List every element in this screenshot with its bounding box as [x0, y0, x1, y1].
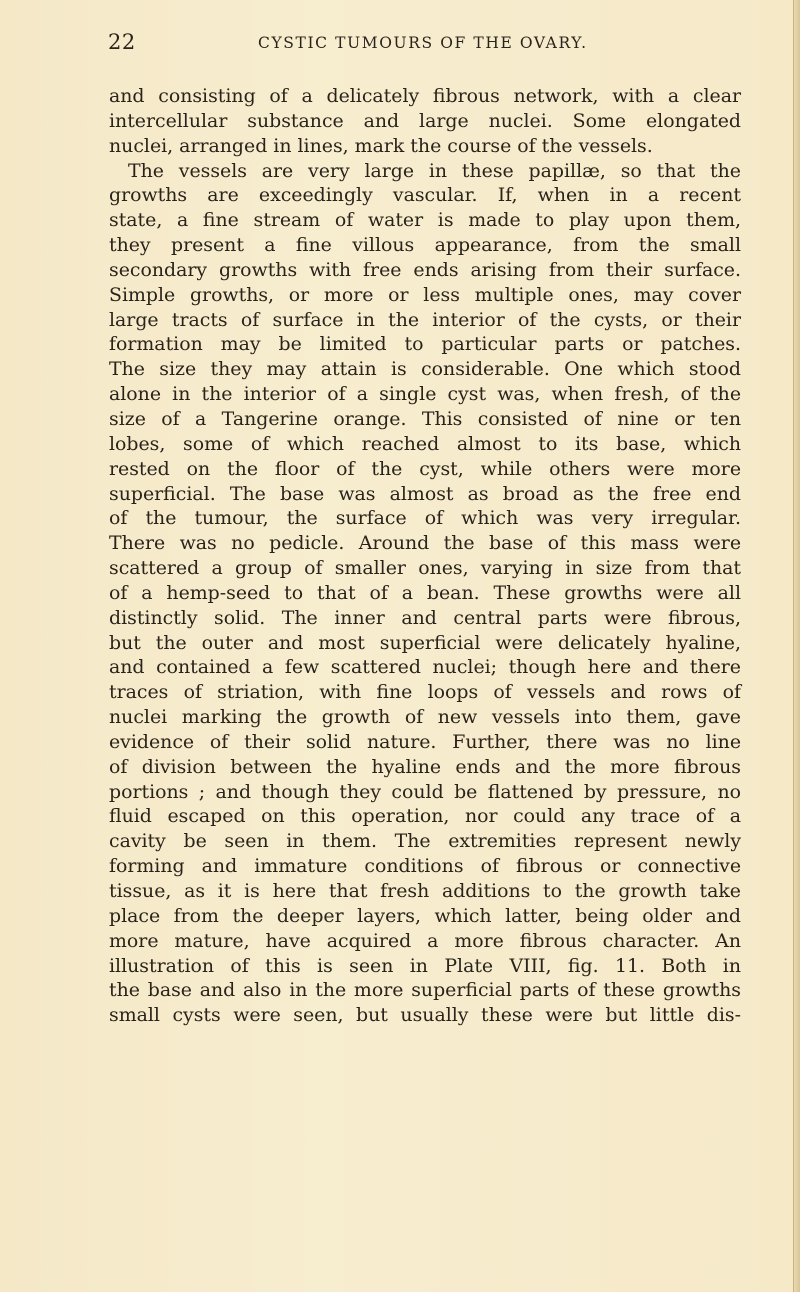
text-line: of the tumour, the surface of which was very irregular. [109, 507, 741, 530]
text-line: nuclei marking the growth of new vessels into them, gave [109, 706, 741, 729]
text-line: There was no pedicle. Around the base of this mass were [109, 532, 741, 555]
text-line: and contained a few scattered nuclei; though here and there [109, 656, 741, 679]
text-line: rested on the floor of the cyst, while others were more [109, 457, 741, 480]
text-line: cavity be seen in them. The extremities represent newly [109, 830, 741, 853]
text-line: forming and immature conditions of fibrous or connective [109, 855, 741, 878]
text-line: alone in the interior of a single cyst was, when fresh, of the [109, 383, 741, 406]
text-line: they present a fine villous appearance, from the small [109, 234, 741, 257]
text-line: lobes, some of which reached almost to its base, which [109, 432, 741, 455]
text-line: The size they may attain is considerable. One which stood [109, 358, 741, 381]
text-line: secondary growths with free ends arising from their surface. [109, 258, 741, 281]
text-line: large tracts of surface in the interior of the cysts, or their [109, 308, 741, 331]
text-line: but the outer and most superficial were delicately hyaline, [109, 631, 741, 654]
text-line: illustration of this is seen in Plate VIII, fig. 11. Both in [109, 954, 741, 977]
text-line: portions ; and though they could be flattened by pressure, no [109, 780, 741, 803]
text-line: distinctly solid. The inner and central parts were fibrous, [109, 606, 741, 629]
text-line: scattered a group of smaller ones, varying in size from that [109, 557, 741, 580]
text-line: formation may be limited to particular parts or patches. [109, 333, 741, 356]
page-number: 22 [108, 30, 136, 54]
text-line: superficial. The base was almost as broad as the free end [109, 482, 741, 505]
text-line: state, a fine stream of water is made to play upon them, [109, 209, 741, 232]
text-line: The vessels are very large in these papillæ, so that the [128, 159, 741, 182]
text-line: nuclei, arranged in lines, mark the course of the vessels. [109, 134, 653, 157]
page-header [108, 30, 738, 56]
text-line: of a hemp-seed to that of a bean. These growths were all [109, 581, 741, 604]
text-line: growths are exceedingly vascular. If, when in a recent [109, 184, 741, 207]
text-line: evidence of their solid nature. Further, there was no line [109, 730, 741, 753]
text-line: and consisting of a delicately fibrous network, with a clear [109, 85, 741, 107]
text-line: intercellular substance and large nuclei. Some elongated [109, 109, 741, 132]
text-line: place from the deeper layers, which latter, being older and [109, 904, 741, 927]
text-line: Simple growths, or more or less multiple ones, may cover [109, 283, 741, 306]
text-line: size of a Tangerine orange. This consisted of nine or ten [109, 407, 741, 430]
text-line: the base and also in the more superficial parts of these growths [109, 979, 741, 1002]
text-line: tissue, as it is here that fresh additions to the growth take [109, 880, 741, 902]
text-line: traces of striation, with fine loops of vessels and rows of [109, 681, 741, 704]
text-line: fluid escaped on this operation, nor could any trace of a [109, 805, 741, 828]
page-edge-line [793, 0, 794, 1292]
text-line: small cysts were seen, but usually these were but little dis- [109, 1004, 741, 1027]
running-head: CYSTIC TUMOURS OF THE OVARY. [258, 34, 588, 52]
text-line: more mature, have acquired a more fibrous character. An [109, 929, 741, 952]
page-edge [794, 0, 800, 1292]
body-text [109, 84, 741, 1028]
text-line: of division between the hyaline ends and the more fibrous [109, 755, 741, 778]
